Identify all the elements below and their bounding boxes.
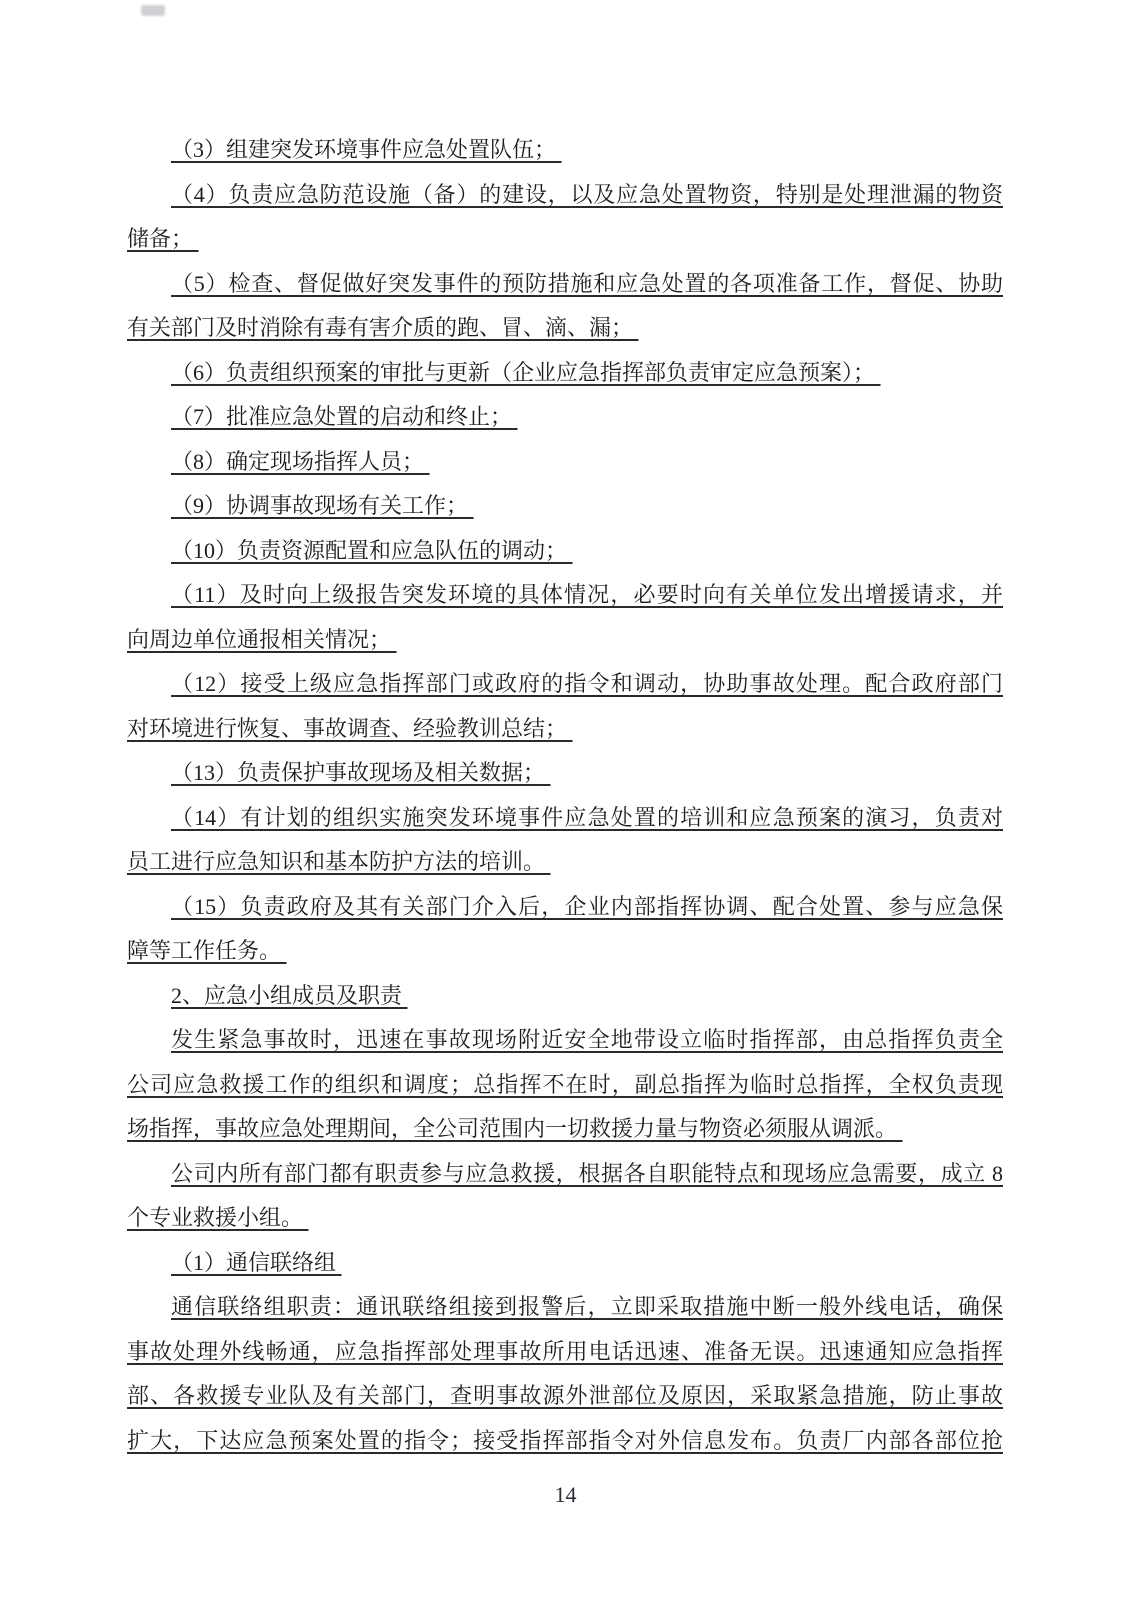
text-line: 对环境进行恢复、事故调查、经验教训总结； xyxy=(127,715,568,741)
text-line: （15）负责政府及其有关部门介入后，企业内部指挥协调、配合处置、参与应急保 xyxy=(171,893,1003,919)
page-number: 14 xyxy=(554,1482,577,1507)
scan-artifact xyxy=(141,5,165,16)
text-line: 公司应急救援工作的组织和调度；总指挥不在时，副总指挥为临时总指挥，全权负责现 xyxy=(127,1071,1003,1097)
text-line: （5）检查、督促做好突发事件的预防措施和应急处置的各项准备工作，督促、协助 xyxy=(171,270,1003,296)
text-line: 障等工作任务。 xyxy=(127,938,282,963)
text-line: 员工进行应急知识和基本防护方法的培训。 xyxy=(127,849,546,874)
text-line: （14）有计划的组织实施突发环境事件应急处置的培训和应急预案的演习，负责对 xyxy=(171,804,1003,830)
text-line: （7）批准应急处置的启动和终止； xyxy=(171,404,513,429)
text-line: （12）接受上级应急指挥部门或政府的指令和调动，协助事故处理。配合政府部门 xyxy=(171,671,1003,696)
text-line: 事故处理外线畅通，应急指挥部处理事故所用电话迅速、准备无误。迅速通知应急指挥 xyxy=(127,1338,1003,1364)
text-line: 场指挥，事故应急处理期间，全公司范围内一切救援力量与物资必须服从调派。 xyxy=(127,1116,898,1141)
text-line: 发生紧急事故时，迅速在事故现场附近安全地带设立临时指挥部，由总指挥负责全 xyxy=(171,1027,1003,1052)
text-line: 个专业救援小组。 xyxy=(127,1205,304,1230)
text-line: （1）通信联络组 xyxy=(171,1249,337,1275)
text-line: （9）协调事故现场有关工作； xyxy=(171,493,469,518)
text-line: 储备； xyxy=(127,226,194,251)
text-line: （6）负责组织预案的审批与更新（企业应急指挥部负责审定应急预案）； xyxy=(171,359,876,385)
text-line: 部、各救援专业队及有关部门，查明事故源外泄部位及原因，采取紧急措施，防止事故 xyxy=(127,1383,1003,1408)
text-line: 公司内所有部门都有职责参与应急救援，根据各自职能特点和现场应急需要，成立 8 xyxy=(171,1160,1003,1186)
text-line: 2、应急小组成员及职责 xyxy=(171,982,403,1008)
text-line: 有关部门及时消除有毒有害介质的跑、冒、滴、漏； xyxy=(127,315,634,340)
text-line: （3）组建突发环境事件应急处置队伍； xyxy=(171,137,557,162)
text-line: （13）负责保护事故现场及相关数据； xyxy=(171,760,546,785)
text-line: 扩大，下达应急预案处置的指令；接受指挥部指令对外信息发布。负责厂内部各部位抢 xyxy=(127,1427,1003,1453)
document-text-block xyxy=(127,128,1003,1463)
text-line: （4）负责应急防范设施（备）的建设，以及应急处置物资，特别是处理泄漏的物资 xyxy=(171,181,1003,207)
text-line: （11）及时向上级报告突发环境的具体情况，必要时向有关单位发出增援请求，并 xyxy=(171,582,1003,607)
text-line: （8）确定现场指挥人员； xyxy=(171,448,425,474)
text-line: 向周边单位通报相关情况； xyxy=(127,626,392,652)
text-line: （10）负责资源配置和应急队伍的调动； xyxy=(171,537,568,563)
page-footer xyxy=(0,1482,1131,1508)
text-line: 通信联络组职责：通讯联络组接到报警后，立即采取措施中断一般外线电话，确保 xyxy=(171,1294,1003,1319)
